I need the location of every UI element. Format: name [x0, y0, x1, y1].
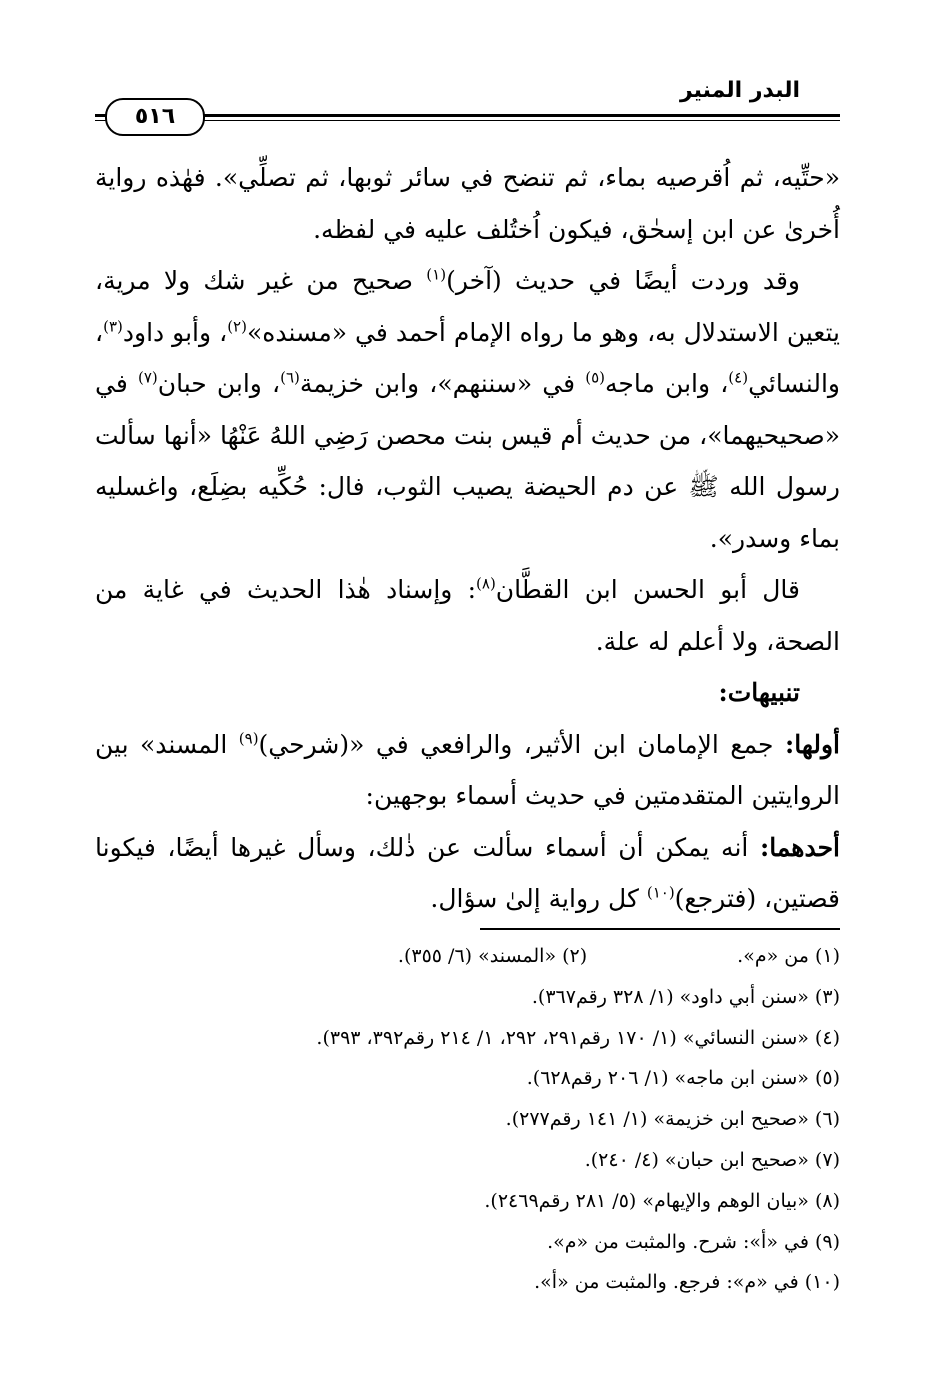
main-text	[95, 152, 840, 925]
footnote-row	[95, 936, 840, 977]
footnote: (٨) «بيان الوهم والإيهام» (٥/ ٢٨١ رقم٢٤٦٩).	[484, 1189, 840, 1212]
footnote: (٢) «المسند» (٦/ ٣٥٥).	[397, 945, 588, 967]
note-ref: (٦)	[280, 368, 300, 387]
running-title: البدر المنير	[679, 78, 800, 103]
note-ref: (٢)	[227, 317, 247, 336]
page-header	[95, 78, 840, 138]
note-ref: (٤)	[728, 368, 749, 387]
footnote: (٩) في «أ»: شرح. والمثبت من «م».	[547, 1230, 840, 1253]
footnote: (٥) «سنن ابن ماجه» (١/ ٢٠٦ رقم٦٢٨).	[526, 1067, 840, 1090]
paragraph: أحدهما: أنه يمكن أن أسماء سألت عن ذٰلك، وسأل غيرها أيضًا، فيكونا قصتين، (فترجع)$^{(١٠)}$ كل رواية إلىٰ سؤال.	[95, 832, 840, 913]
header-rule-thin	[95, 120, 840, 121]
section-heading: تنبيهات:	[718, 678, 800, 707]
note-ref: (٥)	[585, 368, 606, 387]
paragraph: وقد وردت أيضًا في حديث (آخر)$^{(١)}$ صحيح من غير شك ولا مرية، يتعين الاستدلال به، وهو ما رواه الإمام أحمد في «مسنده»$^{(٢)}$، وأبو داود$^{(٣)}$، والنسائي$^{(٤)}$، وابن ماجه$^{(٥)}$ في «سننهم»، وابن خزيمة$^{(٦)}$، وابن حبان$^{(٧)}$ في «صحيحيهما»، من حديث أم قيس بنت محصن رَضِي اللهُ عَنْهُا «أنها سألت رسول الله ﷺ عن دم الحيضة يصيب الثوب، فال: حُكِّيه بضِلَع، واغسليه بماء وسدر».	[95, 265, 840, 553]
footnote: (١٠) في «م»: فرجع. والمثبت من «أ».	[534, 1271, 840, 1294]
note-ref: (١٠)	[646, 883, 675, 902]
footnote: (٤) «سنن النسائي» (١/ ١٧٠ رقم٢٩١، ٢٩٢، ١/ ٢١٤ رقم٣٩٢، ٣٩٣).	[316, 1026, 840, 1049]
footnote-separator	[480, 928, 840, 930]
footnotes	[95, 936, 840, 1303]
note-ref: (١)	[426, 265, 447, 284]
paragraph: قال أبو الحسن ابن القطَّان$^{(٨)}$: وإسناد هٰذا الحديث في غاية من الصحة، ولا أعلم له علة.	[95, 574, 840, 656]
footnote: (٧) «صحيح ابن حبان» (٤/ ٢٤٠).	[584, 1148, 840, 1171]
note-ref: (٨)	[476, 574, 496, 593]
header-rule	[95, 114, 840, 117]
paragraph: أولها: جمع الإمامان ابن الأثير، والرافعي في «(شرحي)$^{(٩)}$ المسند» بين الروايتين المتقدمتين في حديث أسماء بوجهين:	[95, 729, 840, 810]
footnote: (٣) «سنن أبي داود» (١/ ٣٢٨ رقم٣٦٧).	[531, 985, 840, 1008]
page-number: ٥١٦	[105, 98, 205, 136]
paragraph: «حتِّيه، ثم اُقرصيه بماء، ثم تنضح في سائر ثوبها، ثم تصلِّي». فهٰذه رواية أُخرىٰ عن ابن إسحٰق، فيكون اُختُلف عليه في لفظه.	[95, 163, 840, 244]
note-ref: (٣)	[103, 317, 123, 336]
footnote: (١) من «م».	[737, 945, 840, 967]
footnote: (٦) «صحيح ابن خزيمة» (١/ ١٤١ رقم٢٧٧).	[505, 1108, 840, 1131]
note-ref: (٧)	[137, 368, 158, 387]
note-ref: (٩)	[238, 729, 259, 748]
